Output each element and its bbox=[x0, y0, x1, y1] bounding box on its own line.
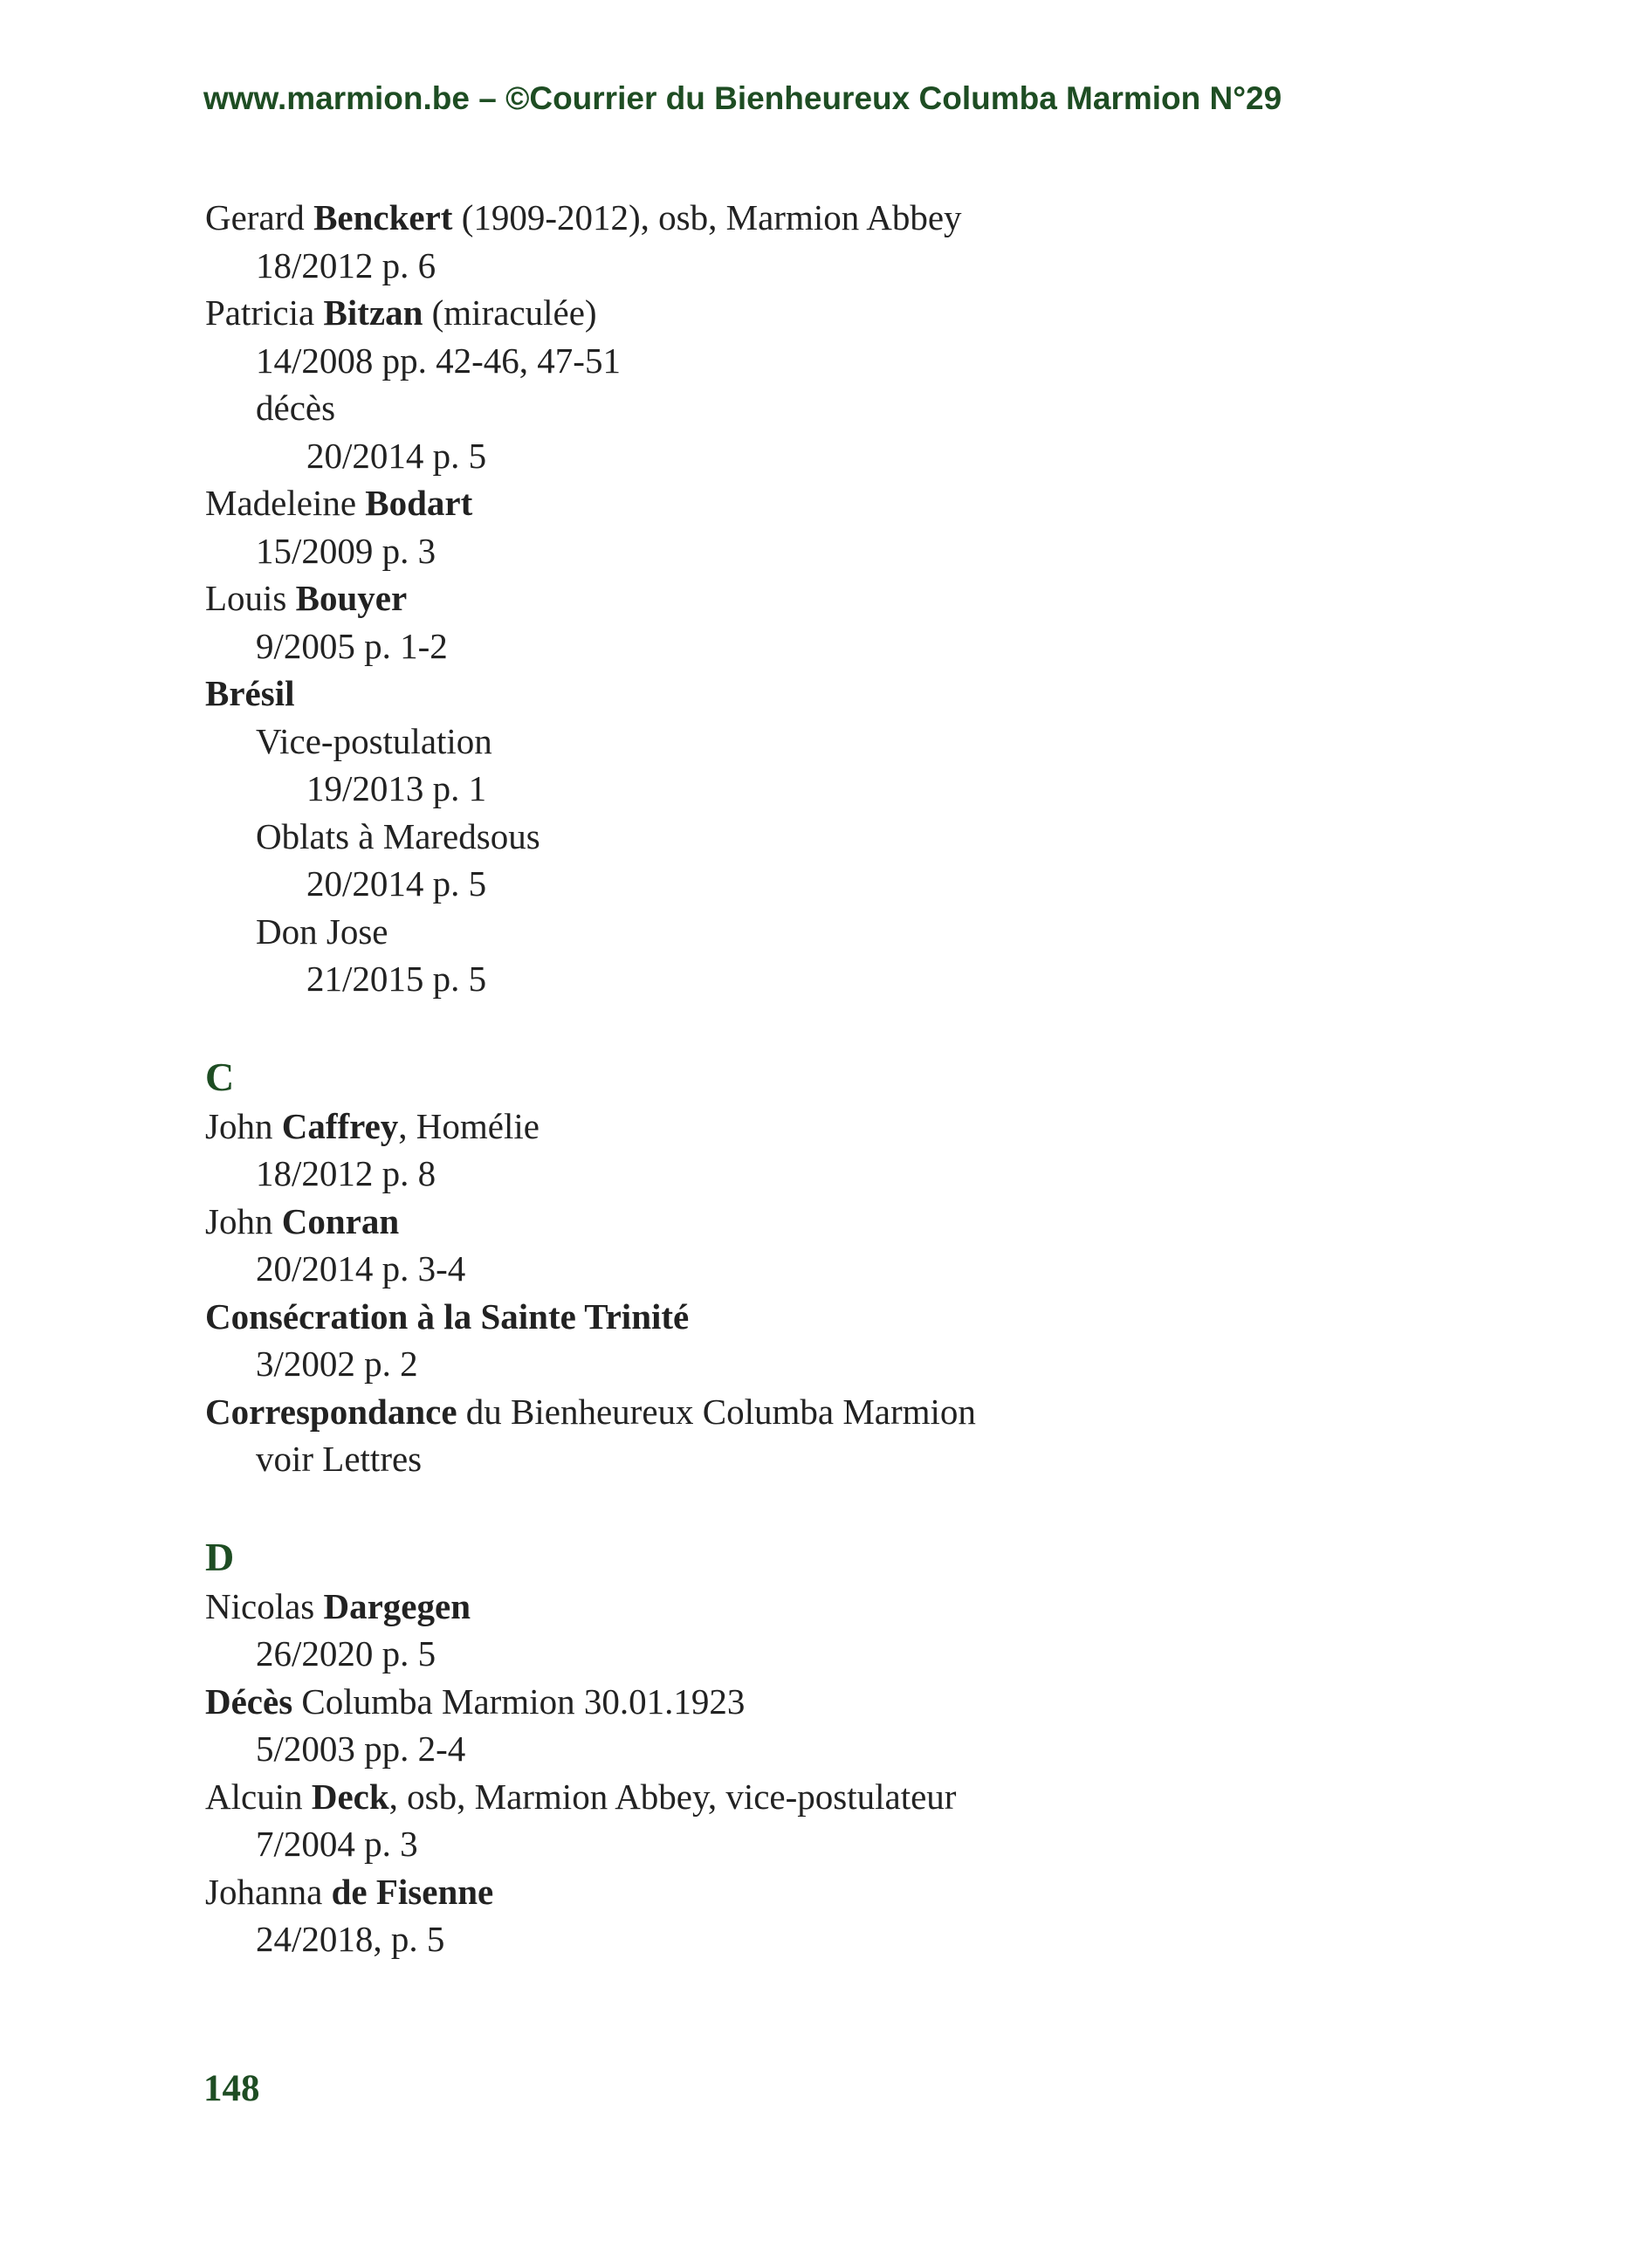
page-header: www.marmion.be – ©Courrier du Bienheureux Columba Marmion N°29 bbox=[203, 80, 1282, 116]
entry-reference: 15/2009 p. 3 bbox=[256, 530, 436, 571]
entry-suffix: du Bienheureux Columba Marmion bbox=[457, 1391, 976, 1432]
index-entry-correspondance bbox=[205, 1388, 1515, 1436]
entry-reference: 18/2012 p. 8 bbox=[256, 1153, 436, 1193]
index-entry-dargegen bbox=[205, 1583, 1515, 1631]
section-letter-d: D bbox=[205, 1534, 235, 1579]
entry-reference: 3/2002 p. 2 bbox=[256, 1344, 418, 1384]
entry-term: Benckert bbox=[313, 197, 453, 237]
entry-prefix: John bbox=[205, 1200, 282, 1241]
entry-suffix: , Homélie bbox=[398, 1105, 540, 1146]
entry-term: Dargegen bbox=[323, 1585, 471, 1626]
index-entry-deck bbox=[205, 1773, 1515, 1821]
entry-term: Deck bbox=[311, 1776, 389, 1817]
index-entry-consecration: Consécration à la Sainte Trinité bbox=[205, 1296, 690, 1337]
entry-subheading: Vice-postulation bbox=[256, 720, 492, 761]
entry-subreference: 19/2013 p. 1 bbox=[306, 768, 487, 808]
index-entry-caffrey bbox=[205, 1103, 1515, 1151]
entry-term: Bitzan bbox=[323, 292, 423, 333]
entry-prefix: Louis bbox=[205, 578, 296, 618]
entry-term: Correspondance bbox=[205, 1391, 457, 1432]
entry-reference: 18/2012 p. 6 bbox=[256, 244, 436, 285]
index-entry-bresil: Brésil bbox=[205, 673, 295, 713]
entry-subheading: Don Jose bbox=[256, 911, 388, 952]
entry-suffix: (1909-2012), osb, Marmion Abbey bbox=[452, 197, 962, 237]
index-entry-benckert bbox=[205, 194, 1515, 242]
entry-reference: voir Lettres bbox=[256, 1439, 423, 1479]
entry-subreference: 20/2014 p. 5 bbox=[306, 435, 487, 476]
entry-term: de Fisenne bbox=[331, 1871, 494, 1912]
page-number: 148 bbox=[203, 2068, 260, 2109]
entry-reference: 9/2005 p. 1-2 bbox=[256, 625, 448, 666]
index-entry-bitzan bbox=[205, 289, 1515, 337]
entry-prefix: Johanna bbox=[205, 1871, 332, 1912]
section-spacer bbox=[205, 1003, 1515, 1052]
entry-term: Bouyer bbox=[295, 578, 408, 618]
entry-reference: 24/2018, p. 5 bbox=[256, 1919, 445, 1959]
entry-prefix: John bbox=[205, 1105, 282, 1146]
entry-prefix: Patricia bbox=[205, 292, 324, 333]
entry-suffix: (miraculée) bbox=[423, 292, 597, 333]
index-entry-bouyer bbox=[205, 574, 1515, 622]
entry-term: Décès bbox=[205, 1680, 293, 1722]
index-content bbox=[205, 194, 1515, 1963]
section-letter-c: C bbox=[205, 1054, 235, 1099]
entry-subheading: Oblats à Maredsous bbox=[256, 815, 540, 856]
entry-reference: 20/2014 p. 3-4 bbox=[256, 1248, 466, 1289]
entry-term: Conran bbox=[281, 1200, 400, 1241]
entry-subheading: décès bbox=[256, 388, 336, 428]
entry-term: Bodart bbox=[365, 483, 473, 523]
entry-reference: 5/2003 pp. 2-4 bbox=[256, 1728, 466, 1769]
entry-prefix: Madeleine bbox=[205, 483, 366, 523]
section-spacer bbox=[205, 1483, 1515, 1532]
entry-prefix: Gerard bbox=[205, 197, 314, 237]
index-entry-fisenne bbox=[205, 1868, 1515, 1916]
entry-suffix: , osb, Marmion Abbey, vice-postulateur bbox=[388, 1776, 957, 1817]
index-entry-conran bbox=[205, 1198, 1515, 1246]
entry-subreference: 20/2014 p. 5 bbox=[306, 863, 487, 904]
index-entry-deces bbox=[205, 1678, 1515, 1726]
entry-reference: 26/2020 p. 5 bbox=[256, 1633, 436, 1674]
entry-subreference: 21/2015 p. 5 bbox=[306, 959, 487, 999]
entry-reference: 7/2004 p. 3 bbox=[256, 1824, 418, 1864]
entry-reference: 14/2008 pp. 42-46, 47-51 bbox=[256, 340, 621, 381]
entry-suffix: Columba Marmion 30.01.1923 bbox=[292, 1680, 746, 1722]
entry-prefix: Nicolas bbox=[205, 1585, 324, 1626]
index-entry-bodart bbox=[205, 479, 1515, 527]
entry-term: Caffrey bbox=[281, 1105, 399, 1146]
entry-prefix: Alcuin bbox=[205, 1776, 312, 1817]
